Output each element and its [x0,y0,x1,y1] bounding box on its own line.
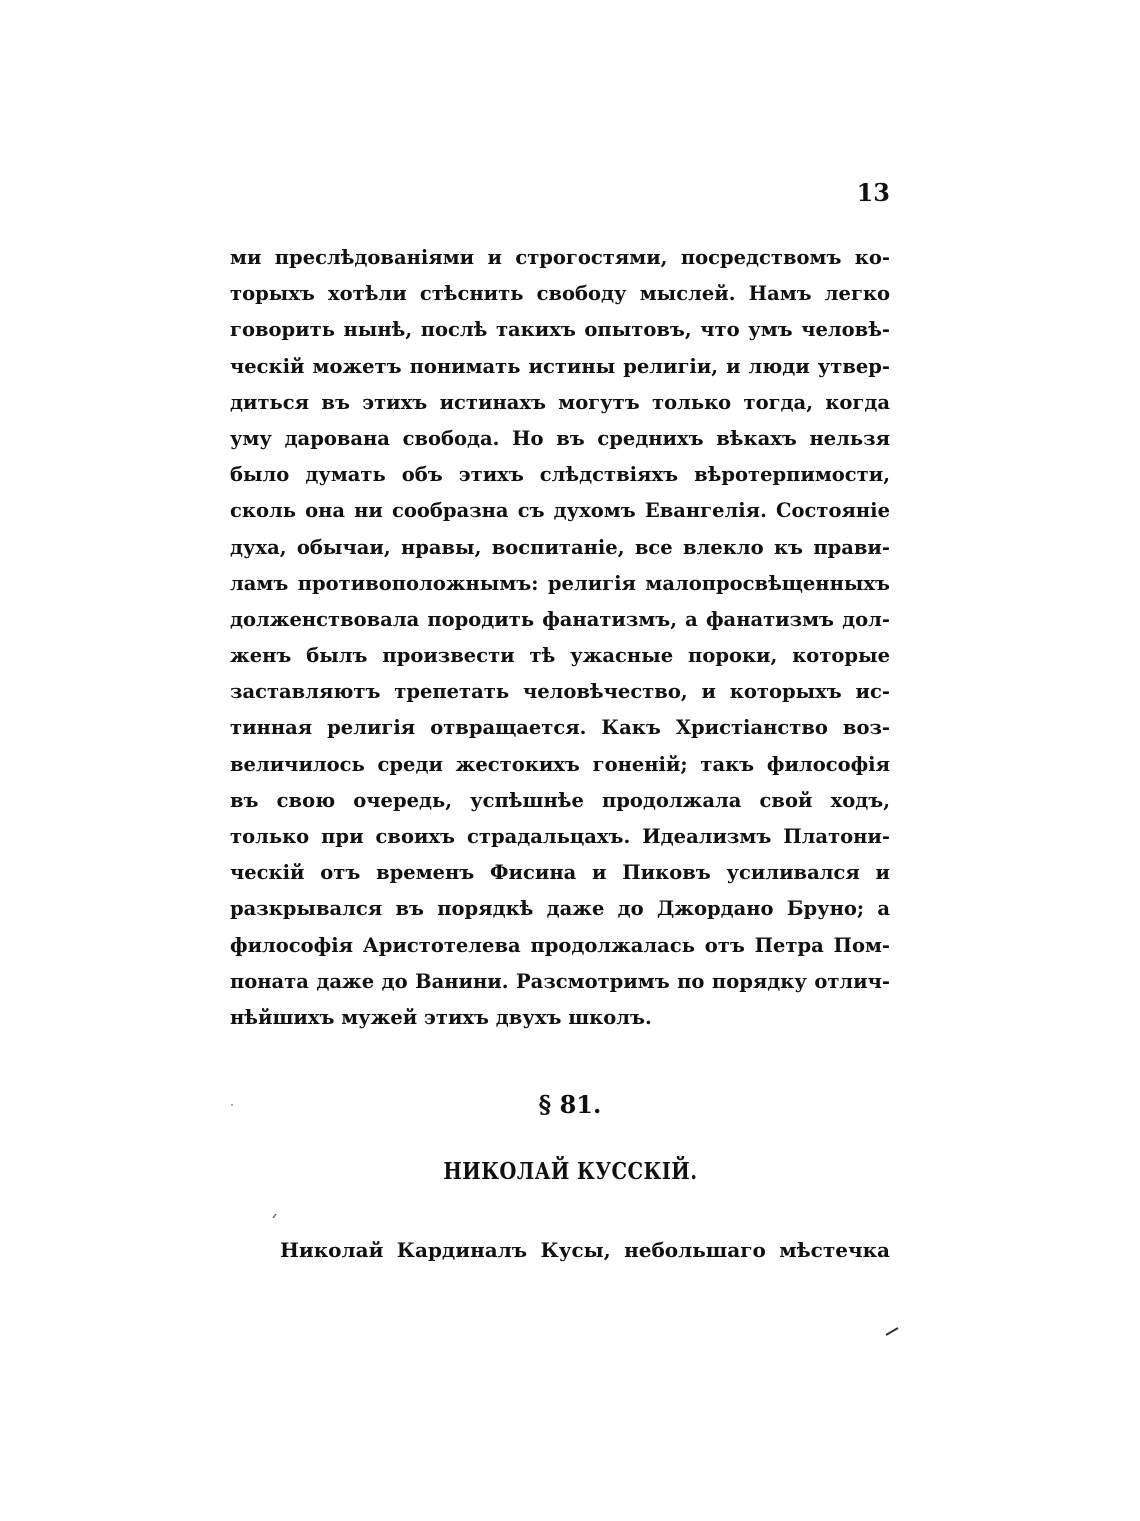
scan-mark [886,1328,898,1335]
text-line: духа, обычаи, нравы, воспитаніе, все влекло къ прави- [230,535,890,559]
text-line: разкрывался въ порядкѣ даже до Джордано Бруно; а [230,897,890,921]
text-line: тинная религія отвращается. Какъ Христіанство воз- [230,716,890,740]
section-first-line: Николай Кардиналъ Кусы, небольшаго мѣстечка [280,1238,890,1262]
text-line: поната даже до Ванини. Разсмотримъ по порядку отлич- [230,969,890,993]
text-line: заставляютъ трепетать человѣчество, и которыхъ ис- [230,680,890,704]
text-line: торыхъ хотѣли стѣснить свободу мыслей. Намъ легко [230,282,890,306]
text-line: уму дарована свобода. Но въ среднихъ вѣкахъ нельзя [230,426,890,450]
text-line-last: нѣйшихъ мужей этихъ двухъ школъ. [230,1005,652,1029]
section-title-text: НИКОЛАЙ КУССКІЙ. [442,1158,698,1185]
text-line: ми преслѣдованіями и строгостями, посредствомъ ко- [230,246,890,269]
text-line: долженствовала породить фанатизмъ, а фанатизмъ дол- [230,607,890,631]
section-title [0,1158,1140,1185]
text-line: говорить нынѣ, послѣ такихъ опытовъ, что умъ человѣ- [230,318,890,342]
section-number: § 81. [538,1090,602,1119]
body-text [230,240,890,1036]
scan-mark [273,1214,276,1218]
text-line: въ свою очередь, успѣшнѣе продолжала свой ходъ, [230,788,890,812]
text-line: сколь она ни сообразна съ духомъ Евангелія. Состояніе [230,499,890,523]
text-line: женъ былъ произвести тѣ ужасные пороки, которые [230,644,890,668]
text-line: ческій можетъ понимать истины религіи, и люди утвер- [230,354,890,378]
page-number: 13 [856,178,890,207]
text-line: величилось среди жестокихъ гоненій; такъ философія [230,752,890,776]
text-line: только при своихъ страдальцахъ. Идеализмъ Платони- [230,825,890,848]
text-line: ламъ противоположнымъ: религія малопросвѣщенныхъ [230,571,890,595]
text-line: было думать объ этихъ слѣдствіяхъ вѣротерпимости, [230,463,890,487]
text-line: диться въ этихъ истинахъ могутъ только тогда, когда [230,390,890,414]
text-line: ческій отъ временъ Фисина и Пиковъ усиливался и [230,861,890,885]
text-line: философія Аристотелева продолжалась отъ Петра Пом- [230,933,890,957]
